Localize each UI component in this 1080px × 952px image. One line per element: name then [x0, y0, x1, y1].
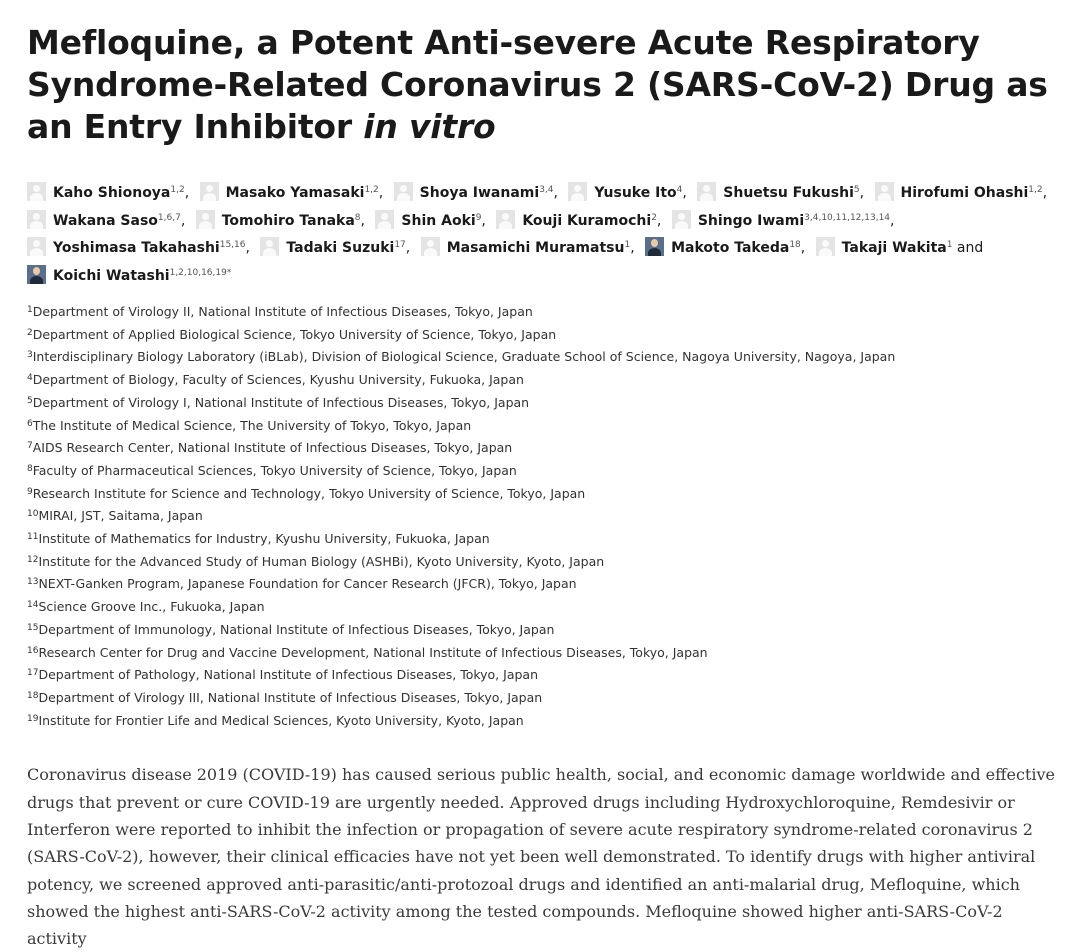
author-item[interactable] — [568, 185, 692, 201]
author-name[interactable]: Shingo Iwami — [697, 212, 805, 229]
author-name[interactable]: Masako Yamasaki — [225, 185, 365, 201]
author-separator: , — [378, 185, 384, 201]
affiliation-text: Institute for Frontier Life and Medical Sciences, Kyoto University, Kyoto, Japan — [38, 712, 524, 728]
author-placeholder-icon — [568, 182, 587, 201]
author-name[interactable]: Yoshimasa Takahashi — [53, 240, 220, 256]
author-name[interactable]: Masamichi Muramatsu — [446, 240, 625, 256]
author-affiliation-numbers: 1,2,10,16,19* — [169, 267, 232, 278]
author-name[interactable]: Tadaki Suzuki — [286, 240, 395, 256]
author-item[interactable] — [672, 213, 901, 229]
author-name[interactable]: Makoto Takeda — [671, 240, 790, 256]
author-placeholder-icon — [496, 210, 515, 229]
author-affiliation-numbers: 9 — [475, 212, 482, 223]
author-list — [27, 178, 1060, 288]
author-separator: , — [180, 212, 186, 229]
affiliation-text: AIDS Research Center, National Institute of Infectious Diseases, Tokyo, Japan — [32, 440, 513, 456]
author-separator: , — [405, 240, 411, 256]
author-name[interactable]: Takaji Wakita — [841, 240, 947, 256]
author-item[interactable] — [394, 185, 564, 201]
author-item[interactable] — [260, 240, 416, 256]
affiliation-item — [27, 641, 1060, 664]
author-photo-icon — [645, 237, 664, 256]
affiliation-text: Department of Immunology, National Institute of Infectious Diseases, Tokyo, Japan — [38, 621, 555, 637]
author-item[interactable] — [27, 268, 237, 284]
author-placeholder-icon — [421, 237, 440, 256]
author-name[interactable]: Kouji Kuramochi — [522, 212, 652, 229]
author-separator: , — [859, 185, 865, 201]
author-item[interactable] — [496, 213, 667, 229]
author-item[interactable] — [27, 240, 256, 256]
author-placeholder-icon — [816, 237, 835, 256]
author-affiliation-numbers: 3,4 — [539, 185, 554, 195]
author-placeholder-icon — [260, 237, 279, 256]
author-placeholder-icon — [27, 182, 46, 201]
author-separator: , — [360, 212, 365, 229]
author-item[interactable] — [421, 240, 641, 256]
affiliation-number: 2 — [27, 327, 33, 338]
affiliation-number: 1 — [27, 305, 33, 315]
affiliation-text: Institute of Mathematics for Industry, Kyushu University, Fukuoka, Japan — [38, 531, 490, 547]
affiliation-number: 13 — [27, 577, 39, 588]
author-affiliation-numbers: 8 — [354, 212, 361, 223]
article-title — [27, 22, 1060, 148]
author-affiliation-numbers: 1,2 — [1028, 185, 1043, 195]
affiliation-number: 12 — [27, 554, 39, 565]
author-name[interactable]: Tomohiro Tanaka — [221, 212, 355, 229]
affiliation-text: Department of Biology, Faculty of Sciences, Kyushu University, Fukuoka, Japan — [32, 372, 524, 388]
author-item[interactable] — [27, 185, 195, 201]
author-separator: , — [630, 240, 635, 256]
affiliation-item — [27, 595, 1060, 618]
affiliation-text: Department of Pathology, National Institute of Infectious Diseases, Tokyo, Japan — [38, 667, 538, 683]
affiliation-text: Science Groove Inc., Fukuoka, Japan — [38, 599, 265, 615]
affiliation-number: 15 — [27, 622, 39, 633]
affiliation-number: 10 — [27, 509, 39, 520]
affiliation-item — [27, 436, 1060, 459]
affiliation-item — [27, 663, 1060, 686]
affiliation-text: Institute for the Advanced Study of Human Biology (ASHBi), Kyoto University, Kyoto, Japan — [38, 553, 605, 569]
author-separator: and — [952, 240, 984, 256]
affiliation-text: MIRAI, JST, Saitama, Japan — [38, 508, 203, 524]
affiliation-text: Faculty of Pharmaceutical Sciences, Tokyo University of Science, Tokyo, Japan — [32, 462, 517, 478]
affiliation-item — [27, 391, 1060, 414]
affiliation-item — [27, 482, 1060, 505]
affiliation-item — [27, 572, 1060, 595]
affiliation-number: 19 — [27, 713, 39, 724]
author-affiliation-numbers: 3,4,10,11,12,13,14 — [804, 212, 891, 223]
author-item[interactable] — [816, 240, 990, 256]
author-placeholder-icon — [196, 210, 215, 229]
affiliation-item — [27, 323, 1060, 346]
author-item[interactable] — [196, 213, 371, 229]
author-placeholder-icon — [697, 182, 716, 201]
affiliation-text: Department of Virology III, National Institute of Infectious Diseases, Tokyo, Japan — [38, 689, 543, 705]
author-photo-icon — [27, 265, 46, 284]
author-separator: , — [682, 185, 687, 201]
author-name[interactable]: Wakana Saso — [53, 212, 158, 229]
affiliation-text: Research Center for Drug and Vaccine Development, National Institute of Infectious Diseases, Tokyo, Japan — [38, 644, 708, 660]
author-affiliation-numbers: 18 — [789, 240, 801, 250]
affiliation-item — [27, 527, 1060, 550]
article-title-main: Mefloquine, a Potent Anti-severe Acute Respiratory Syndrome-Related Coronavirus 2 (SARS-CoV-2) Drug as an Entry Inhibitor — [27, 23, 1048, 146]
author-item[interactable] — [697, 185, 870, 201]
author-placeholder-icon — [27, 237, 46, 256]
author-affiliation-numbers: 2 — [651, 212, 657, 223]
article-title-italic: in vitro — [363, 107, 496, 146]
author-affiliation-numbers: 1,2 — [170, 185, 185, 195]
author-placeholder-icon — [200, 182, 219, 201]
author-placeholder-icon — [375, 210, 394, 229]
affiliation-item — [27, 550, 1060, 573]
author-item[interactable] — [645, 240, 811, 256]
affiliation-number: 18 — [27, 690, 39, 701]
affiliation-text: Department of Virology II, National Institute of Infectious Diseases, Tokyo, Japan — [32, 304, 533, 319]
author-name[interactable]: Shin Aoki — [401, 212, 476, 229]
affiliation-number: 11 — [27, 532, 39, 543]
affiliation-item — [27, 709, 1060, 732]
author-item[interactable] — [200, 185, 390, 201]
author-affiliation-numbers: 4 — [676, 185, 683, 195]
author-name[interactable]: Koichi Watashi — [53, 267, 170, 284]
author-item[interactable] — [875, 185, 1054, 201]
affiliation-list — [27, 300, 1060, 731]
author-separator: , — [656, 212, 662, 229]
author-separator: , — [184, 185, 190, 201]
author-name[interactable]: Kaho Shionoya — [53, 185, 171, 201]
affiliation-item — [27, 345, 1060, 368]
affiliation-number: 8 — [27, 463, 33, 474]
author-affiliation-numbers: 17 — [394, 240, 406, 250]
author-separator: , — [245, 240, 250, 256]
affiliation-text: Department of Virology I, National Institute of Infectious Diseases, Tokyo, Japan — [32, 394, 530, 410]
author-placeholder-icon — [875, 182, 894, 201]
affiliation-number: 6 — [27, 418, 33, 429]
affiliation-number: 3 — [27, 350, 33, 361]
author-affiliation-numbers: 5 — [853, 185, 860, 195]
affiliation-number: 4 — [27, 373, 33, 384]
author-affiliation-numbers: 1 — [946, 240, 953, 250]
affiliation-number: 5 — [27, 395, 33, 406]
author-item[interactable] — [27, 213, 191, 229]
affiliation-text: Department of Applied Biological Science, Tokyo University of Science, Tokyo, Japan — [32, 326, 557, 342]
author-affiliation-numbers: 1,6,7 — [157, 212, 181, 223]
affiliation-text: NEXT-Ganken Program, Japanese Foundation for Cancer Research (JFCR), Tokyo, Japan — [38, 576, 577, 592]
affiliation-text: The Institute of Medical Science, The University of Tokyo, Tokyo, Japan — [32, 417, 472, 433]
affiliation-item — [27, 368, 1060, 391]
affiliation-item — [27, 300, 1060, 323]
affiliation-item — [27, 618, 1060, 641]
affiliation-item — [27, 459, 1060, 482]
affiliation-text: Interdisciplinary Biology Laboratory (iBLab), Division of Biological Science, Graduate School of Science, Nagoya University, Nagoya, Japan — [32, 349, 896, 365]
author-name[interactable]: Hirofumi Ohashi — [900, 185, 1029, 201]
affiliation-number: 9 — [27, 486, 33, 497]
author-affiliation-numbers: 1 — [624, 240, 631, 250]
affiliation-number: 7 — [27, 441, 33, 452]
author-name[interactable]: Shoya Iwanami — [419, 185, 540, 201]
affiliation-item — [27, 414, 1060, 437]
author-item[interactable] — [375, 213, 491, 229]
author-separator: , — [553, 185, 558, 201]
affiliation-number: 14 — [27, 600, 39, 611]
author-placeholder-icon — [27, 210, 46, 229]
abstract-text: Coronavirus disease 2019 (COVID-19) has caused serious public health, social, and economic damage worldwide and effective drugs that prevent or cure COVID-19 are urgently needed. Approved drugs including Hydroxychloroquine, Remdesivir or Interferon were reported to inhibit the infection or propagation of severe acute respiratory syndrome-related coronavirus 2 (SARS-CoV-2), however, their clinical efficacies have not yet been well demonstrated. To identify drugs with higher antiviral potency, we screened approved anti-parasitic/anti-protozoal drugs and identified an anti-malarial drug, Mefloquine, which showed the highest anti-SARS-CoV-2 activity among the tested compounds. Mefloquine showed higher anti-SARS-CoV-2 activity — [27, 765, 1055, 949]
author-placeholder-icon — [394, 182, 413, 201]
author-affiliation-numbers: 1,2 — [364, 185, 379, 195]
author-separator: , — [890, 212, 895, 229]
affiliation-number: 16 — [27, 645, 39, 656]
author-placeholder-icon — [672, 210, 691, 229]
author-separator: , — [481, 212, 486, 229]
author-separator: , — [1042, 185, 1048, 201]
author-separator: , — [800, 240, 806, 256]
author-name[interactable]: Shuetsu Fukushi — [723, 185, 854, 201]
affiliation-item — [27, 686, 1060, 709]
affiliation-number: 17 — [27, 668, 39, 679]
affiliation-item — [27, 504, 1060, 527]
affiliation-text: Research Institute for Science and Technology, Tokyo University of Science, Tokyo, Japan — [32, 485, 586, 501]
author-name[interactable]: Yusuke Ito — [594, 185, 677, 201]
author-affiliation-numbers: 15,16 — [219, 240, 246, 250]
